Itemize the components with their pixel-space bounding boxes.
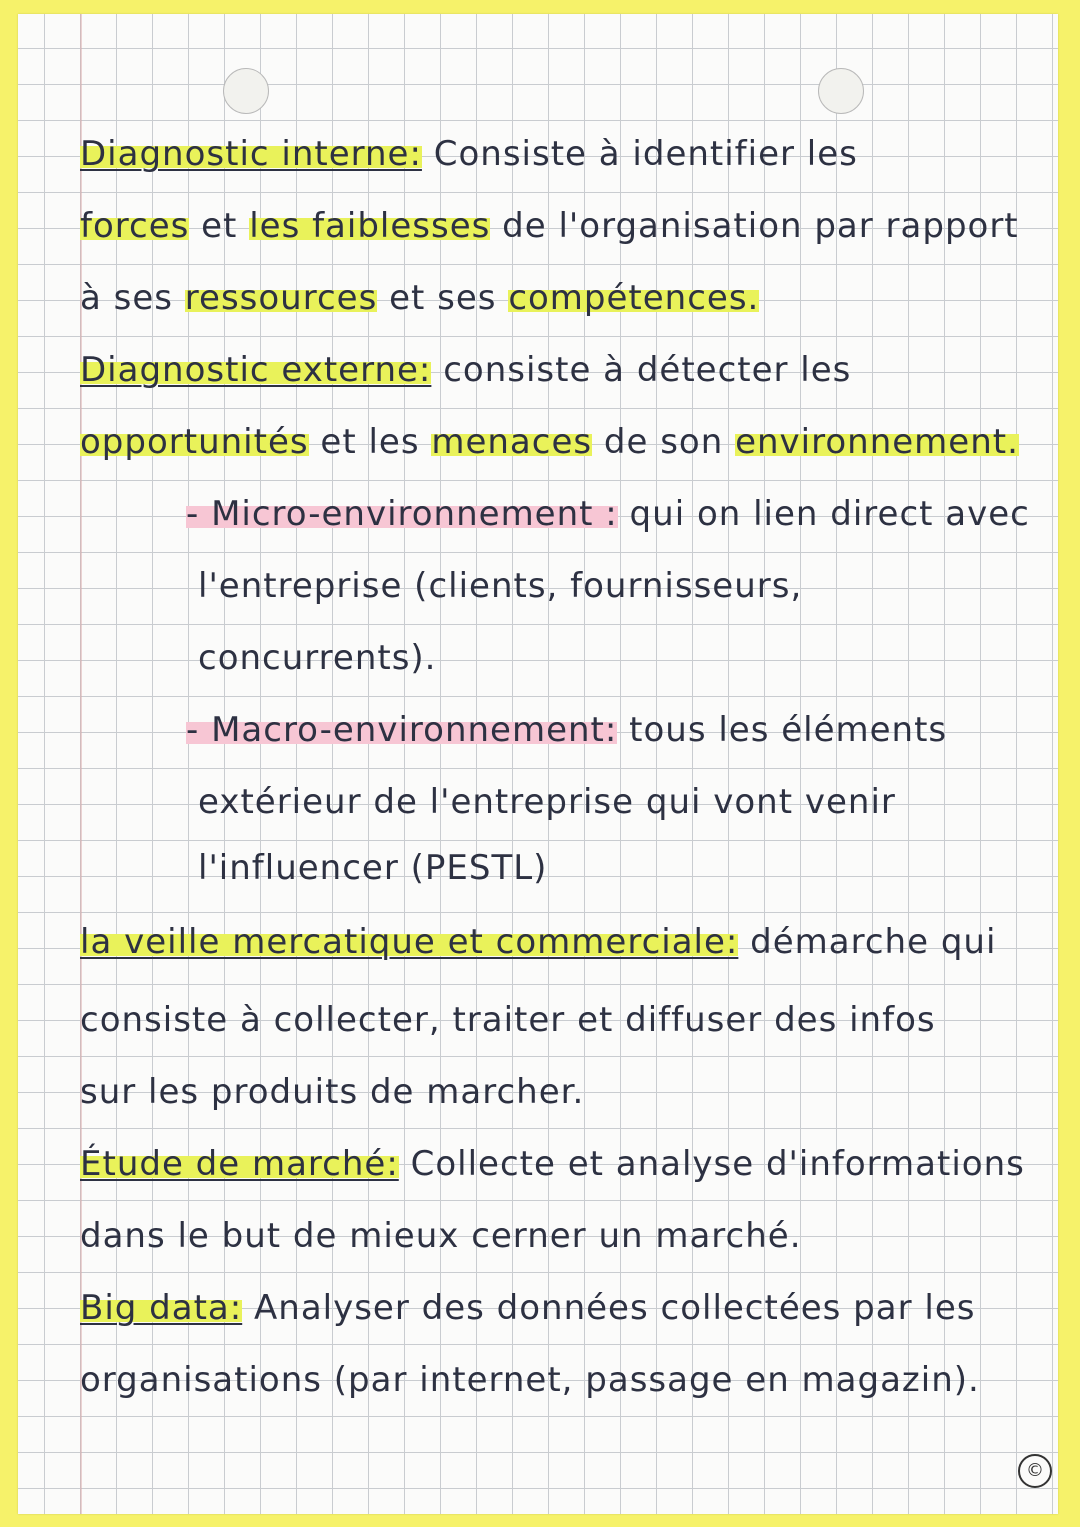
note-line-13: consiste à collecter, traiter et diffuser des infos (80, 1000, 936, 1040)
keyword-competences: compétences. (508, 278, 760, 318)
note-line-6 (186, 492, 1030, 536)
term-macro-environnement: - Macro-environnement: (186, 710, 618, 750)
definition-text: qui on lien direct avec (617, 494, 1030, 534)
note-line-7: l'entreprise (clients, fournisseurs, (198, 566, 803, 606)
text-fragment: et les (308, 422, 432, 462)
term-diagnostic-externe: Diagnostic externe: (80, 350, 432, 390)
note-line-4 (80, 348, 851, 392)
term-micro-environnement: - Micro-environnement : (186, 494, 618, 534)
note-line-8: concurrents). (198, 638, 437, 678)
term-veille-mercatique: la veille mercatique et commerciale: (80, 922, 739, 962)
text-fragment: de l'organisation par rapport (490, 206, 1019, 246)
keyword-menaces: menaces (431, 422, 593, 462)
term-big-data: Big data: (80, 1288, 243, 1328)
definition-text: Consiste à identifier les (421, 134, 858, 174)
text-fragment: et ses (377, 278, 509, 318)
definition-text: Collecte et analyse d'informations (398, 1144, 1025, 1184)
keyword-ressources: ressources (184, 278, 378, 318)
note-line-16: dans le but de mieux cerner un marché. (80, 1216, 802, 1256)
text-fragment: et (189, 206, 250, 246)
keyword-faiblesses: les faiblesses (249, 206, 491, 246)
note-line-2 (80, 204, 1019, 248)
binder-hole-left (223, 68, 269, 114)
notebook-page (18, 14, 1058, 1514)
note-line-11: l'influencer (PESTL) (198, 848, 548, 888)
binder-hole-right (818, 68, 864, 114)
definition-text: Analyser des données collectées par les (242, 1288, 976, 1328)
definition-text: consiste à détecter les (431, 350, 852, 390)
note-line-18: organisations (par internet, passage en magazin). (80, 1360, 980, 1400)
note-line-10: extérieur de l'entreprise qui vont venir (198, 782, 896, 822)
note-line-5 (80, 420, 1019, 464)
text-fragment: à ses (80, 278, 185, 318)
copyright-icon: © (1018, 1454, 1052, 1488)
note-line-3 (80, 276, 759, 320)
term-diagnostic-interne: Diagnostic interne: (80, 134, 422, 174)
keyword-forces: forces (80, 206, 190, 246)
definition-text: tous les éléments (617, 710, 948, 750)
keyword-opportunites: opportunités (80, 422, 309, 462)
note-line-12 (80, 920, 996, 964)
definition-text: démarche qui (738, 922, 997, 962)
note-line-15 (80, 1142, 1025, 1186)
keyword-environnement: environnement. (735, 422, 1019, 462)
note-line-9 (186, 708, 947, 752)
term-etude-de-marche: Étude de marché: (80, 1144, 399, 1184)
note-line-17 (80, 1286, 975, 1330)
note-line-14: sur les produits de marcher. (80, 1072, 585, 1112)
text-fragment: de son (592, 422, 736, 462)
note-line-1 (80, 132, 858, 176)
